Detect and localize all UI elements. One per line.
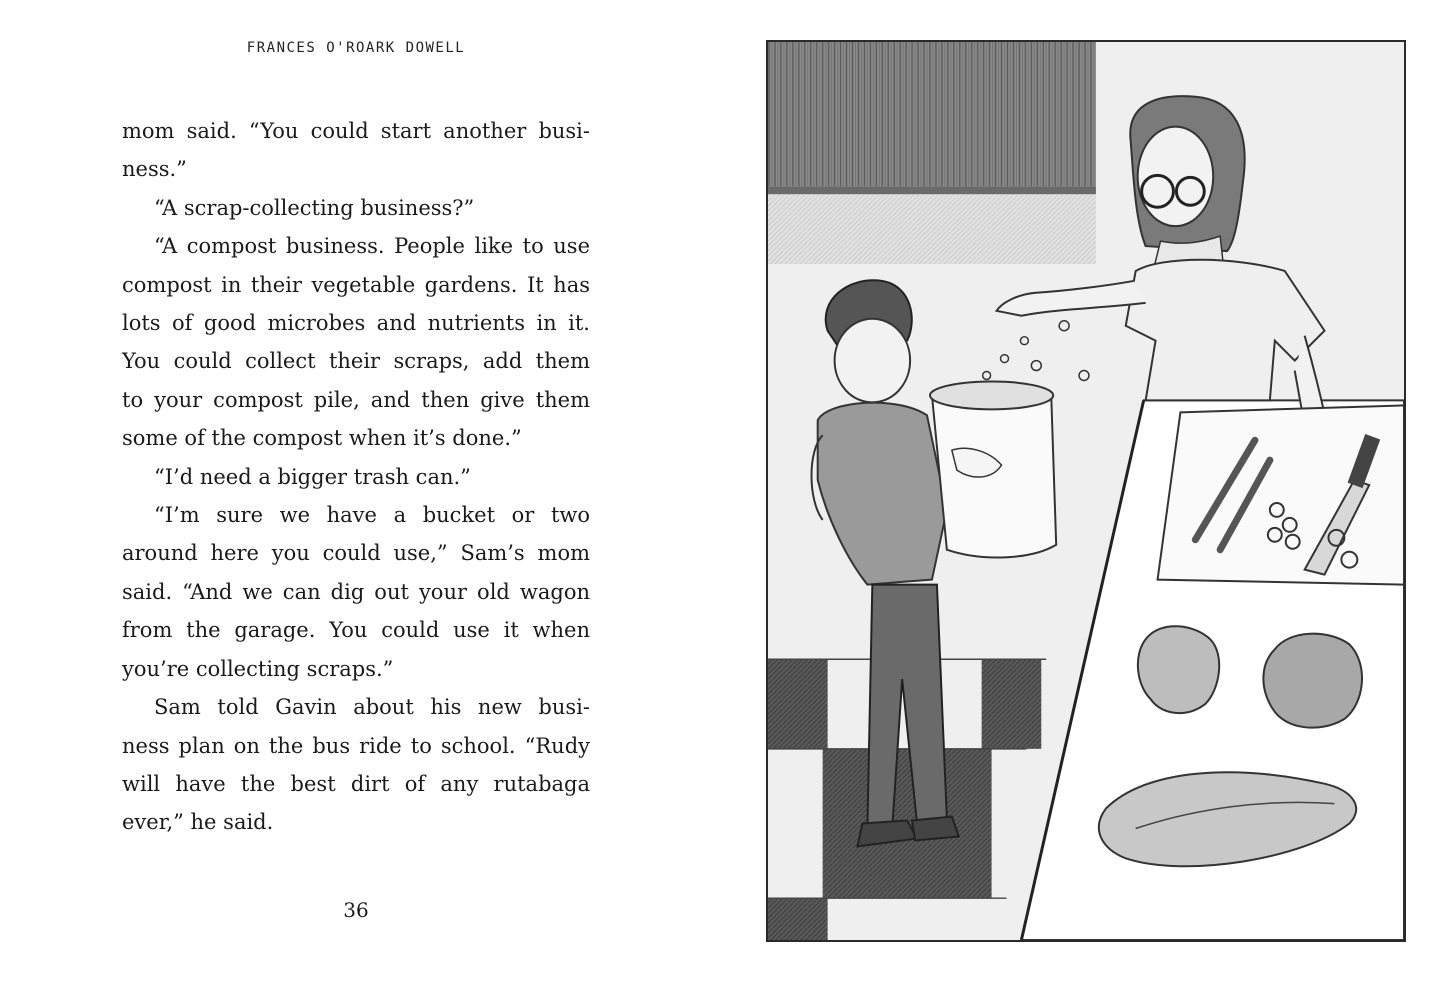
text-line: from the garage. You could use it when (122, 618, 590, 643)
text-line: will have the best dirt of any rutabaga (122, 771, 590, 796)
paragraph (122, 112, 590, 189)
pencil-sketch-illustration-icon (768, 42, 1404, 940)
text-line: ness plan on the bus ride to school. “Rudy (122, 733, 590, 758)
right-page (722, 0, 1445, 985)
text-line: “I’m sure we have a bucket or two (154, 503, 590, 528)
text-line: Sam told Gavin about his new busi- (154, 695, 590, 720)
text-line: compost in their vegetable gardens. It has (122, 272, 590, 297)
text-line: around here you could use,” Sam’s mom (122, 541, 590, 566)
running-head-author: FRANCES O'ROARK DOWELL (246, 40, 466, 56)
paragraph (122, 227, 590, 457)
paragraph (122, 189, 590, 227)
text-line: “I’d need a bigger trash can.” (154, 464, 471, 489)
text-line: “A compost business. People like to use (154, 234, 590, 259)
text-line: to your compost pile, and then give them (122, 387, 590, 412)
text-line: ever,” he said. (122, 810, 274, 835)
text-line: said. “And we can dig out your old wagon (122, 579, 590, 604)
illustration-frame (766, 40, 1406, 942)
text-line: you’re collecting scraps.” (122, 656, 394, 681)
text-line: lots of good microbes and nutrients in it. (122, 311, 590, 336)
left-page (0, 0, 722, 985)
paragraph (122, 688, 590, 842)
text-line: ness.” (122, 157, 187, 182)
text-line: “A scrap-collecting business?” (154, 195, 475, 220)
body-text (122, 112, 590, 842)
paragraph (122, 458, 590, 496)
text-line: You could collect their scraps, add them (122, 349, 590, 374)
page-number: 36 (343, 898, 369, 922)
text-line: mom said. “You could start another busi- (122, 119, 590, 143)
text-line: some of the compost when it’s done.” (122, 426, 522, 451)
paragraph (122, 496, 590, 688)
